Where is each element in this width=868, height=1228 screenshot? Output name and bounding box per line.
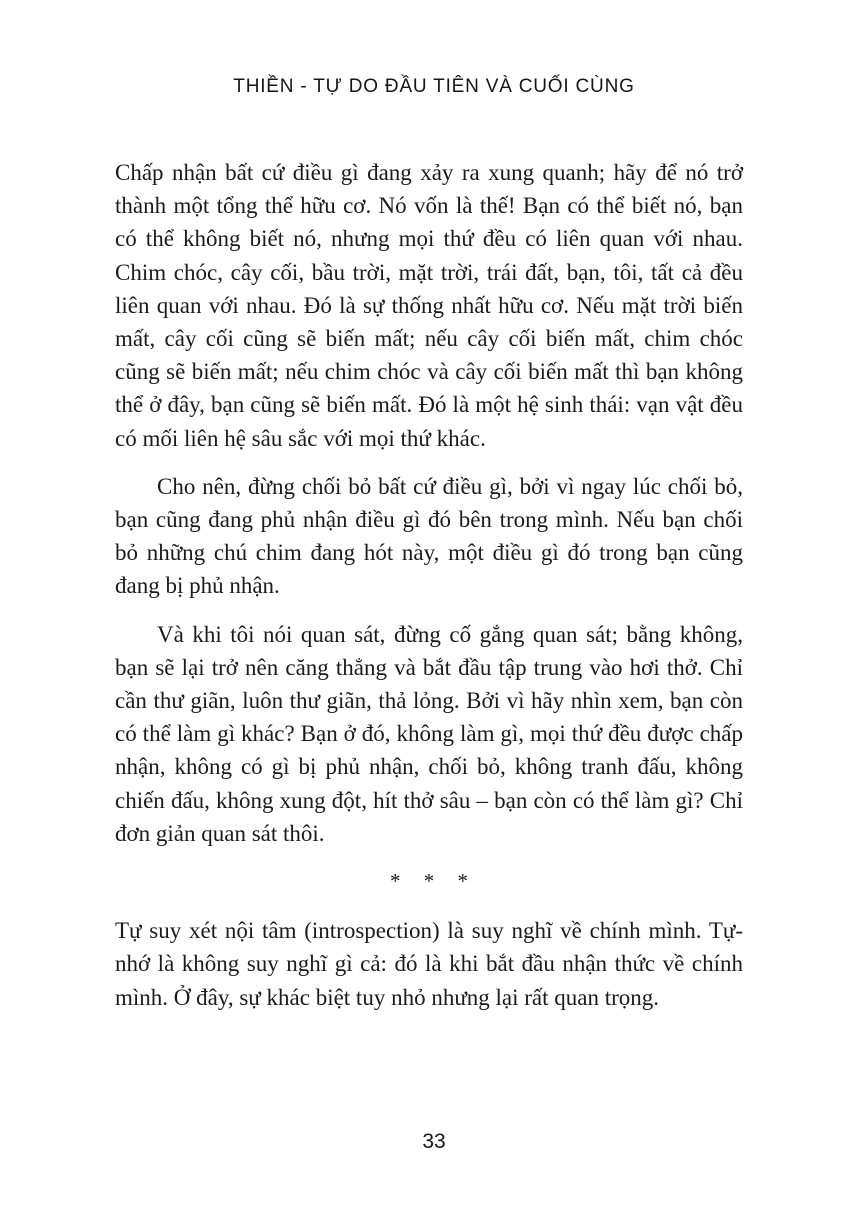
- page-number: 33: [422, 1130, 446, 1153]
- running-header: THIỀN - TỰ DO ĐẦU TIÊN VÀ CUỐI CÙNG: [233, 76, 635, 97]
- paragraph-2: Cho nên, đừng chối bỏ bất cứ điều gì, bởi vì ngay lúc chối bỏ, bạn cũng đang phủ nhận điều gì đó bên trong mình. Nếu bạn chối bỏ những chú chim đang hót này, một điều gì đó trong bạn cũng đang bị phủ nhận.: [115, 473, 743, 599]
- paragraph-4: Tự suy xét nội tâm (introspection) là suy nghĩ về chính mình. Tự-nhớ là không suy nghĩ gì cả: đó là khi bắt đầu nhận thức về chính mình. Ở đây, sự khác biệt tuy nhỏ nhưng lại rất quan trọng.: [115, 918, 743, 1010]
- paragraph-3: Và khi tôi nói quan sát, đừng cố gắng quan sát; bằng không, bạn sẽ lại trở nên căng thẳng và bắt đầu tập trung vào hơi thở. Chỉ cần thư giãn, luôn thư giãn, thả lỏng. Bởi vì hãy nhìn xem, bạn còn có thể làm gì khác? Bạn ở đó, không làm gì, mọi thứ đều được chấp nhận, không có gì bị phủ nhận, chối bỏ, không tranh đấu, không chiến đấu, không xung đột, hít thở sâu – bạn còn có thể làm gì? Chỉ đơn giản quan sát thôi.: [115, 621, 743, 846]
- section-separator: * * *: [390, 869, 477, 894]
- paragraph-1: Chấp nhận bất cứ điều gì đang xảy ra xung quanh; hãy để nó trở thành một tổng thể hữu cơ. Nó vốn là thế! Bạn có thể biết nó, bạn có thể không biết nó, nhưng mọi thứ đều có liên quan với nhau. Chim chóc, cây cối, bầu trời, mặt trời, trái đất, bạn, tôi, tất cả đều liên quan với nhau. Đó là sự thống nhất hữu cơ. Nếu mặt trời biến mất, cây cối cũng sẽ biến mất; nếu cây cối biến mất, chim chóc cũng sẽ biến mất; nếu chim chóc và cây cối biến mất thì bạn không thể ở đây, bạn cũng sẽ biến mất. Đó là một hệ sinh thái: vạn vật đều có mối liên hệ sâu sắc với mọi thứ khác.: [115, 160, 743, 451]
- page-body: [115, 156, 743, 1029]
